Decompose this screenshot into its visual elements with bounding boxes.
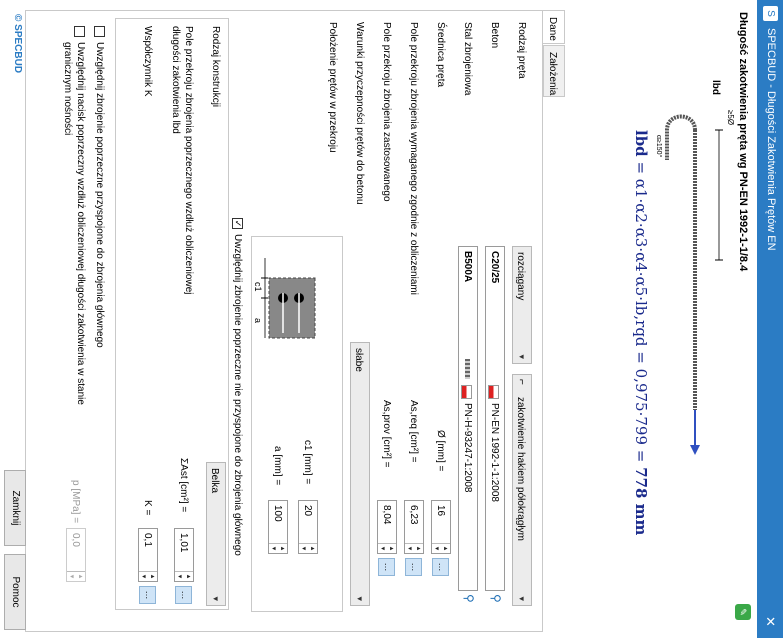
k-more-button[interactable]: … xyxy=(139,586,156,604)
rebar-icon xyxy=(465,359,470,379)
sumast-input[interactable] xyxy=(174,528,194,582)
hook-sketch xyxy=(651,110,731,470)
rodzaj-preta-label: Rodzaj pręta xyxy=(516,22,527,79)
rodzaj-preta-select[interactable] xyxy=(512,246,532,364)
zakotwienie-value: zakotwienie hakiem półokrągłym xyxy=(515,397,526,541)
formula-lhs: lbd xyxy=(632,130,650,157)
srednica-sym: Ø [mm] = xyxy=(435,430,446,472)
tab-zalozenia[interactable]: Założenia xyxy=(543,45,565,97)
pl-flag-icon xyxy=(461,385,472,399)
tab-dane[interactable]: Dane xyxy=(543,10,565,44)
chevron-down-icon: ▾ xyxy=(517,596,527,601)
uwzgl3-checkbox[interactable] xyxy=(74,26,85,37)
chevron-down-icon: ▾ xyxy=(517,354,527,359)
rodzaj-konstrukcji-label: Rodzaj konstrukcji xyxy=(210,26,221,108)
sketch-lbd-label: lbd xyxy=(710,80,721,95)
spinner-icon[interactable]: ▴ ▾ xyxy=(405,543,423,553)
title-bar xyxy=(757,0,783,638)
window-title: SPECBUD - Długości Zakotwienia Prętów EN xyxy=(765,28,777,251)
srednica-label: Średnica pręta xyxy=(435,22,446,88)
a-input[interactable] xyxy=(268,500,288,554)
uwzgl2-checkbox[interactable] xyxy=(94,26,105,37)
sumast-label: Pole przekroju zbrojenia poprzecznego wzdłuż obliczeniowej długości zakotwienia lbd xyxy=(170,26,194,295)
header-title: Długość zakotwienia pręta wg PN-EN 1992-1-1/8.4 xyxy=(737,12,749,272)
chevron-down-icon: ▾ xyxy=(355,596,365,601)
asreq-input[interactable] xyxy=(404,500,424,554)
asreq-value: 6,23 xyxy=(408,505,419,525)
spinner-icon[interactable]: ▴ ▾ xyxy=(67,571,85,581)
zakotwienie-select[interactable] xyxy=(512,374,532,606)
close-icon[interactable]: ✕ xyxy=(763,616,778,627)
uwzgl3-value: 0,0 xyxy=(70,533,81,547)
uwzgl3-label: Uwzględnij nacisk poprzeczny wzdłuż obliczeniowej długości zakotwienia w stanie granicznym nośności xyxy=(62,42,86,405)
asreq-label: Pole przekroju zbrojenia wymaganego zgodnie z obliczeniami xyxy=(408,22,419,295)
stal-label: Stal zbrojeniowa xyxy=(462,22,473,96)
srednica-more-button[interactable]: … xyxy=(432,558,449,576)
k-sym: K = xyxy=(142,500,153,516)
hook-icon: ⌐ xyxy=(516,379,527,385)
polozenie-label: Położenie prętów w przekroju xyxy=(327,22,338,153)
beton-search-icon[interactable]: ⚲ xyxy=(489,594,503,603)
spinner-icon[interactable]: ▴ ▾ xyxy=(299,543,317,553)
uwzgl3-input[interactable] xyxy=(66,528,86,582)
warunki-label: Warunki przyczepności prętów do betonu xyxy=(354,22,365,205)
sumast-more-button[interactable]: … xyxy=(175,586,192,604)
asprov-value: 8,04 xyxy=(381,505,392,525)
spinner-icon[interactable]: ▴ ▾ xyxy=(269,543,287,553)
rodzaj-preta-value: rozciągany xyxy=(515,252,526,301)
asprov-more-button[interactable]: … xyxy=(378,558,395,576)
formula-body: = α1·α2·α3·α4·α5·lb,rqd = 0,975·799 = xyxy=(632,156,650,468)
c1-input[interactable] xyxy=(298,500,318,554)
app-icon: S xyxy=(763,6,778,21)
uwzgl2-label: Uwzględnij zbrojenie poprzeczne przyspojone do zbrojenia głównego xyxy=(94,42,105,348)
warunki-select[interactable] xyxy=(350,342,370,606)
stal-search-icon[interactable]: ⚲ xyxy=(462,594,476,603)
k-value: 0,1 xyxy=(142,533,153,547)
warunki-value: słabe xyxy=(353,348,364,372)
rodzaj-konstrukcji-value: Belka xyxy=(209,468,220,494)
uwzgl1-checkbox[interactable]: ✓ xyxy=(233,219,243,228)
spinner-icon[interactable]: ▴ ▾ xyxy=(175,571,193,581)
specbud-logo: © SPECBUD xyxy=(12,14,23,74)
stal-value: B500A xyxy=(462,251,473,283)
sumast-value: 1,01 xyxy=(178,533,189,553)
asreq-sym: As,req [cm²] = xyxy=(408,400,419,463)
spinner-icon[interactable]: ▴ ▾ xyxy=(139,571,157,581)
c1-sym: c1 [mm] = xyxy=(302,440,313,485)
k-label: Współczynnik K xyxy=(142,26,153,97)
srednica-value: 16 xyxy=(435,505,446,517)
help-button[interactable]: Pomoc xyxy=(4,554,26,630)
beton-label: Beton xyxy=(489,22,500,49)
c1-value: 20 xyxy=(302,505,313,517)
srednica-input[interactable] xyxy=(431,500,451,554)
formula xyxy=(632,130,650,535)
section-a-label: a xyxy=(253,318,263,324)
asprov-input[interactable] xyxy=(377,500,397,554)
uwzgl1-label: Uwzględnij zbrojenie poprzeczne nie przyspojone do zbrojenia głównego xyxy=(232,234,243,556)
asreq-more-button[interactable]: … xyxy=(405,558,422,576)
section-c1-label: c1 xyxy=(253,282,263,292)
spinner-icon[interactable]: ▴ ▾ xyxy=(432,543,450,553)
beton-norm: PN-EN 1992-1-1:2008 xyxy=(489,403,500,502)
rodzaj-konstrukcji-select[interactable] xyxy=(206,462,226,606)
k-input[interactable] xyxy=(138,528,158,582)
uwzgl3-sym: p [MPa] = xyxy=(70,480,81,524)
beton-field[interactable] xyxy=(485,246,505,591)
stal-field[interactable] xyxy=(458,246,478,591)
sketch-angle: α≥150° xyxy=(655,135,662,158)
chevron-down-icon: ▾ xyxy=(211,596,221,601)
stal-norm: PN-H-93247-1:2008 xyxy=(462,403,473,493)
beton-value: C20/25 xyxy=(489,251,500,284)
asprov-sym: As,prov [cm²] = xyxy=(381,400,392,468)
pl-flag-icon xyxy=(488,385,499,399)
green-status-icon[interactable]: ✎ xyxy=(735,604,751,620)
spinner-icon[interactable]: ▴ ▾ xyxy=(378,543,396,553)
a-value: 100 xyxy=(272,505,283,522)
sketch-5o-label: ≥5Ø xyxy=(726,110,735,126)
sumast-sym: ΣAst [cm²] = xyxy=(178,458,189,513)
section-drawing xyxy=(253,258,323,348)
asprov-label: Pole przekroju zbrojenia zastosowanego xyxy=(381,22,392,202)
close-button[interactable]: Zamknij xyxy=(4,470,26,546)
a-sym: a [mm] = xyxy=(272,446,283,486)
formula-result: 778 mm xyxy=(632,467,650,536)
